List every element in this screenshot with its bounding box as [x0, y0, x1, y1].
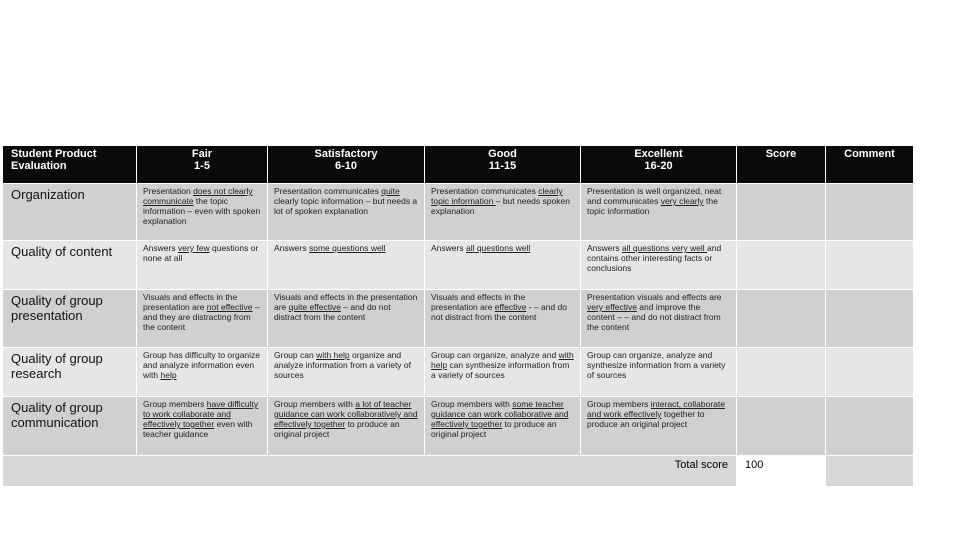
underlined-text: does not clearly communicate	[143, 186, 253, 206]
descriptor-text: Presentation visuals and effects are	[587, 292, 722, 302]
cell-satisfactory	[268, 397, 425, 456]
descriptor-text: – but needs spoken explanation	[431, 196, 570, 216]
score-cell[interactable]	[737, 184, 826, 241]
cell-satisfactory	[268, 290, 425, 348]
descriptor-text: Answers	[431, 243, 466, 253]
header-satisfactory	[268, 146, 425, 184]
descriptor-text: even with teacher guidance	[143, 419, 253, 439]
header-good	[425, 146, 581, 184]
cell-excellent	[581, 184, 737, 241]
descriptor-text: Group members with	[274, 399, 356, 409]
underlined-text: very effective	[587, 302, 637, 312]
cell-satisfactory	[268, 184, 425, 241]
cell-excellent	[581, 397, 737, 456]
criteria-label: Quality of group research	[3, 348, 137, 397]
cell-good	[425, 348, 581, 397]
cell-good	[425, 184, 581, 241]
total-score-value: 100	[737, 456, 826, 487]
descriptor-text: Presentation communicates	[431, 186, 539, 196]
underlined-text: help	[160, 370, 177, 380]
descriptor-text: Group members with	[431, 399, 513, 409]
criteria-row	[3, 241, 914, 290]
criteria-label: Organization	[3, 184, 137, 241]
underlined-text: all questions well	[465, 243, 531, 253]
cell-good	[425, 290, 581, 348]
header-satisfactory-name: Satisfactory	[314, 148, 378, 160]
criteria-row	[3, 290, 914, 348]
descriptor-text: Group can	[274, 350, 317, 360]
criteria-row	[3, 397, 914, 456]
underlined-text: some teacher guidance can work collaborative and effectively together	[431, 399, 569, 429]
underlined-text: quite	[381, 186, 400, 196]
descriptor-text: Presentation communicates	[274, 186, 382, 196]
header-excellent-name: Excellent	[634, 148, 683, 160]
comment-cell[interactable]	[826, 290, 914, 348]
comment-cell[interactable]	[826, 348, 914, 397]
score-cell[interactable]	[737, 241, 826, 290]
descriptor-text: Answers	[587, 243, 622, 253]
cell-fair	[137, 241, 268, 290]
underlined-text: a lot of teacher guidance can work collaboratively and effectively together	[274, 399, 418, 429]
descriptor-text: Presentation is well organized, neat and communicates	[587, 186, 722, 206]
header-row	[3, 146, 914, 184]
descriptor-text: Group has difficulty to organize and analyze information even with	[143, 350, 261, 380]
header-excellent	[581, 146, 737, 184]
underlined-text: very few	[177, 243, 210, 253]
underlined-text: with help	[431, 350, 574, 370]
descriptor-text: together to produce an original project	[587, 409, 705, 429]
score-cell[interactable]	[737, 397, 826, 456]
criteria-label: Quality of content	[3, 241, 137, 290]
descriptor-text: the topic information – even with spoken explanation	[143, 196, 261, 226]
header-excellent-range: 16-20	[644, 160, 673, 172]
header-fair-name: Fair	[191, 148, 213, 160]
descriptor-text: organize and analyze information from a variety of sources	[274, 350, 412, 380]
underlined-text: all questions very well	[621, 243, 708, 253]
underlined-text: have difficulty to work collaborate and effectively together	[143, 399, 259, 429]
descriptor-text: – and they are distracting from the content	[143, 302, 260, 332]
header-score: Score	[737, 146, 826, 184]
cell-good	[425, 241, 581, 290]
descriptor-text: Visuals and effects in the presentation are	[274, 292, 418, 312]
underlined-text: effective	[494, 302, 527, 312]
rubric-body	[3, 184, 914, 487]
criteria-row	[3, 184, 914, 241]
header-fair	[137, 146, 268, 184]
cell-fair	[137, 184, 268, 241]
descriptor-text: Group members	[143, 399, 207, 409]
descriptor-text: - – and do not distract from the content	[431, 302, 567, 322]
descriptor-text: questions or none at all	[143, 243, 259, 263]
cell-fair	[137, 397, 268, 456]
score-cell[interactable]	[737, 290, 826, 348]
underlined-text: not effective	[206, 302, 253, 312]
cell-satisfactory	[268, 241, 425, 290]
header-good-range: 11-15	[488, 160, 517, 172]
header-comment: Comment	[826, 146, 914, 184]
underlined-text: interact, collaborate and work effectively	[587, 399, 725, 419]
criteria-row	[3, 348, 914, 397]
descriptor-text: to produce an original project	[431, 419, 557, 439]
cell-excellent	[581, 348, 737, 397]
cell-satisfactory	[268, 348, 425, 397]
cell-excellent	[581, 290, 737, 348]
descriptor-text: Visuals and effects in the presentation are	[431, 292, 526, 312]
cell-excellent	[581, 241, 737, 290]
underlined-text: very clearly	[660, 196, 704, 206]
cell-fair	[137, 348, 268, 397]
descriptor-text: and improve the content – – and do not distract from the content	[587, 302, 721, 332]
comment-cell[interactable]	[826, 397, 914, 456]
total-score-label: Total score	[3, 456, 737, 487]
descriptor-text: to produce an original project	[274, 419, 400, 439]
comment-cell[interactable]	[826, 241, 914, 290]
descriptor-text: Visuals and effects in the presentation are	[143, 292, 238, 312]
header-fair-range: 1-5	[194, 160, 210, 172]
total-row	[3, 456, 914, 487]
total-comment-cell	[826, 456, 914, 487]
descriptor-text: can synthesize information from a variety of sources	[431, 360, 570, 380]
underlined-text: some questions well	[308, 243, 386, 253]
header-good-name: Good	[488, 148, 517, 160]
cell-good	[425, 397, 581, 456]
underlined-text: clearly topic information	[431, 186, 563, 206]
descriptor-text: – and do not distract from the content	[274, 302, 391, 322]
underlined-text: with help	[316, 350, 350, 360]
descriptor-text: Group members	[587, 399, 651, 409]
comment-cell[interactable]	[826, 184, 914, 241]
evaluation-rubric-table	[2, 145, 914, 487]
underlined-text: quite effective	[288, 302, 341, 312]
descriptor-text: Answers	[143, 243, 178, 253]
header-criteria: Student Product Evaluation	[3, 146, 137, 184]
descriptor-text: and contains other interesting facts or conclusions	[587, 243, 722, 273]
descriptor-text: Group can organize, analyze and	[431, 350, 559, 360]
cell-fair	[137, 290, 268, 348]
descriptor-text: Group can organize, analyze and synthesize information from a variety of sources	[587, 350, 726, 380]
descriptor-text: Answers	[274, 243, 309, 253]
header-satisfactory-range: 6-10	[334, 160, 358, 172]
descriptor-text: Presentation	[143, 186, 194, 196]
criteria-label: Quality of group presentation	[3, 290, 137, 348]
criteria-label: Quality of group communication	[3, 397, 137, 456]
descriptor-text: clearly topic information – but needs a lot of spoken explanation	[274, 196, 418, 216]
descriptor-text: the topic information	[587, 196, 718, 216]
score-cell[interactable]	[737, 348, 826, 397]
